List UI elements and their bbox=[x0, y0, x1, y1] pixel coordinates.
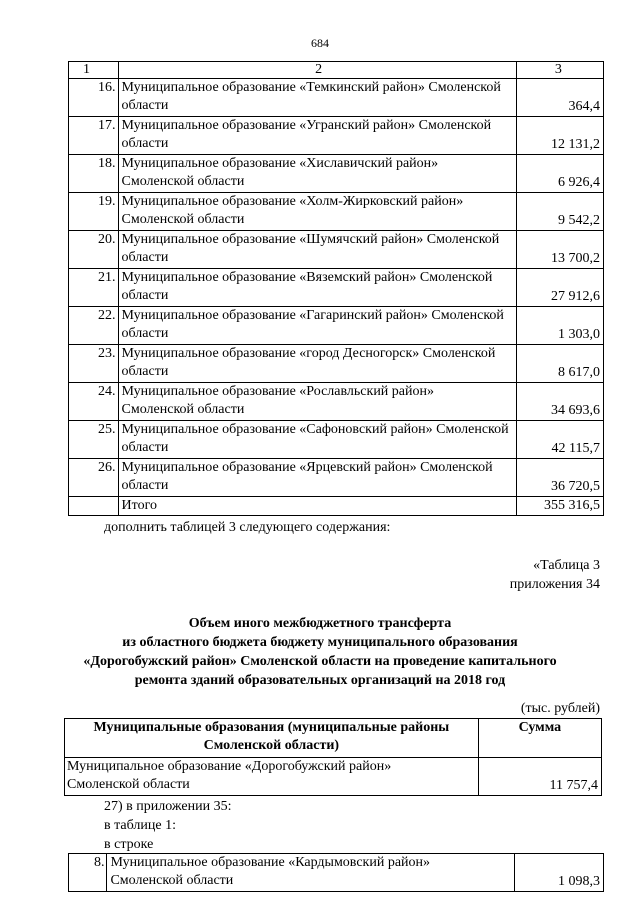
table-row bbox=[69, 269, 604, 307]
table-row bbox=[69, 231, 604, 269]
table-row bbox=[69, 307, 604, 345]
row-name: Муниципальное образование «Шумячский район» Смоленской области bbox=[118, 231, 516, 269]
row-name: Муниципальное образование «Темкинский район» Смоленской области bbox=[118, 79, 516, 117]
row-sum: 12 131,2 bbox=[516, 117, 603, 155]
row-number: 8. bbox=[69, 854, 107, 892]
row-name: Муниципальное образование «Ярцевский район» Смоленской области bbox=[118, 459, 516, 497]
row-sum: 34 693,6 bbox=[516, 383, 603, 421]
table-row bbox=[69, 117, 604, 155]
header-col-2: 2 bbox=[118, 62, 516, 79]
row-number: 22. bbox=[69, 307, 119, 345]
row-number: 26. bbox=[69, 459, 119, 497]
row-sum: 9 542,2 bbox=[516, 193, 603, 231]
total-sum: 355 316,5 bbox=[516, 497, 603, 516]
table-row bbox=[69, 854, 604, 892]
row-name: Муниципальное образование «Сафоновский район» Смоленской области bbox=[118, 421, 516, 459]
row-number: 20. bbox=[69, 231, 119, 269]
row-sum: 1 303,0 bbox=[516, 307, 603, 345]
table3-row bbox=[65, 758, 602, 796]
row-number: 24. bbox=[69, 383, 119, 421]
title-line: ремонта зданий образовательных организаций на 2018 год bbox=[134, 673, 506, 688]
title-line: Объем иного межбюджетного трансферта bbox=[188, 616, 452, 631]
item-row-text: в строке bbox=[104, 837, 154, 852]
row-name: Муниципальное образование «Холм-Жирковский район» Смоленской области bbox=[118, 193, 516, 231]
page-number: 684 bbox=[311, 36, 329, 50]
item-27-text: 27) в приложении 35: bbox=[104, 799, 232, 814]
row-number: 19. bbox=[69, 193, 119, 231]
table3-row-sum: 11 757,4 bbox=[478, 758, 601, 796]
title-line: «Дорогобужский район» Смоленской области на проведение капитального bbox=[83, 654, 557, 669]
table-row bbox=[69, 345, 604, 383]
table3-title bbox=[0, 614, 640, 690]
row-8-table bbox=[68, 853, 604, 892]
row-sum: 8 617,0 bbox=[516, 345, 603, 383]
header-col-1: 1 bbox=[69, 62, 119, 79]
table-row bbox=[69, 193, 604, 231]
item-table1-text: в таблице 1: bbox=[104, 818, 176, 833]
row-sum: 36 720,5 bbox=[516, 459, 603, 497]
row-sum: 42 115,7 bbox=[516, 421, 603, 459]
table-header-row bbox=[69, 62, 604, 79]
table-row bbox=[69, 421, 604, 459]
row-sum: 27 912,6 bbox=[516, 269, 603, 307]
row-name: Муниципальное образование «Рославльский район» Смоленской области bbox=[118, 383, 516, 421]
row-number: 23. bbox=[69, 345, 119, 383]
table-reference-line1: «Таблица 3 bbox=[533, 558, 600, 573]
row-number: 18. bbox=[69, 155, 119, 193]
row-number: 17. bbox=[69, 117, 119, 155]
row-name: Муниципальное образование «Гагаринский район» Смоленской области bbox=[118, 307, 516, 345]
total-label: Итого bbox=[118, 497, 516, 516]
table-row bbox=[69, 459, 604, 497]
total-number bbox=[69, 497, 119, 516]
municipal-transfers-table bbox=[68, 61, 604, 516]
table3-header-municipalities: Муниципальные образования (муниципальные районы Смоленской области) bbox=[65, 719, 479, 758]
row-number: 25. bbox=[69, 421, 119, 459]
row-number: 21. bbox=[69, 269, 119, 307]
row-sum: 6 926,4 bbox=[516, 155, 603, 193]
total-row bbox=[69, 497, 604, 516]
table3-header-row bbox=[65, 719, 602, 758]
row-sum: 364,4 bbox=[516, 79, 603, 117]
row-sum: 1 098,3 bbox=[515, 854, 604, 892]
table-row bbox=[69, 155, 604, 193]
row-name: Муниципальное образование «город Десногорск» Смоленской области bbox=[118, 345, 516, 383]
table-row bbox=[69, 79, 604, 117]
row-sum: 13 700,2 bbox=[516, 231, 603, 269]
table-reference-line2: приложения 34 bbox=[509, 577, 600, 592]
addition-text: дополнить таблицей 3 следующего содержания: bbox=[104, 520, 391, 535]
table-row bbox=[69, 383, 604, 421]
row-name: Муниципальное образование «Хиславичский район» Смоленской области bbox=[118, 155, 516, 193]
table3-row-name: Муниципальное образование «Дорогобужский район» Смоленской области bbox=[65, 758, 479, 796]
title-line: из областного бюджета бюджету муниципального образования bbox=[122, 635, 518, 650]
row-number: 16. bbox=[69, 79, 119, 117]
table3 bbox=[64, 718, 602, 796]
row-name: Муниципальное образование «Вяземский район» Смоленской области bbox=[118, 269, 516, 307]
row-name: Муниципальное образование «Угранский район» Смоленской области bbox=[118, 117, 516, 155]
row-name: Муниципальное образование «Кардымовский район» Смоленской области bbox=[107, 854, 515, 892]
header-col-3: 3 bbox=[516, 62, 603, 79]
table3-header-sum: Сумма bbox=[478, 719, 601, 758]
units-label: (тыс. рублей) bbox=[520, 701, 600, 716]
